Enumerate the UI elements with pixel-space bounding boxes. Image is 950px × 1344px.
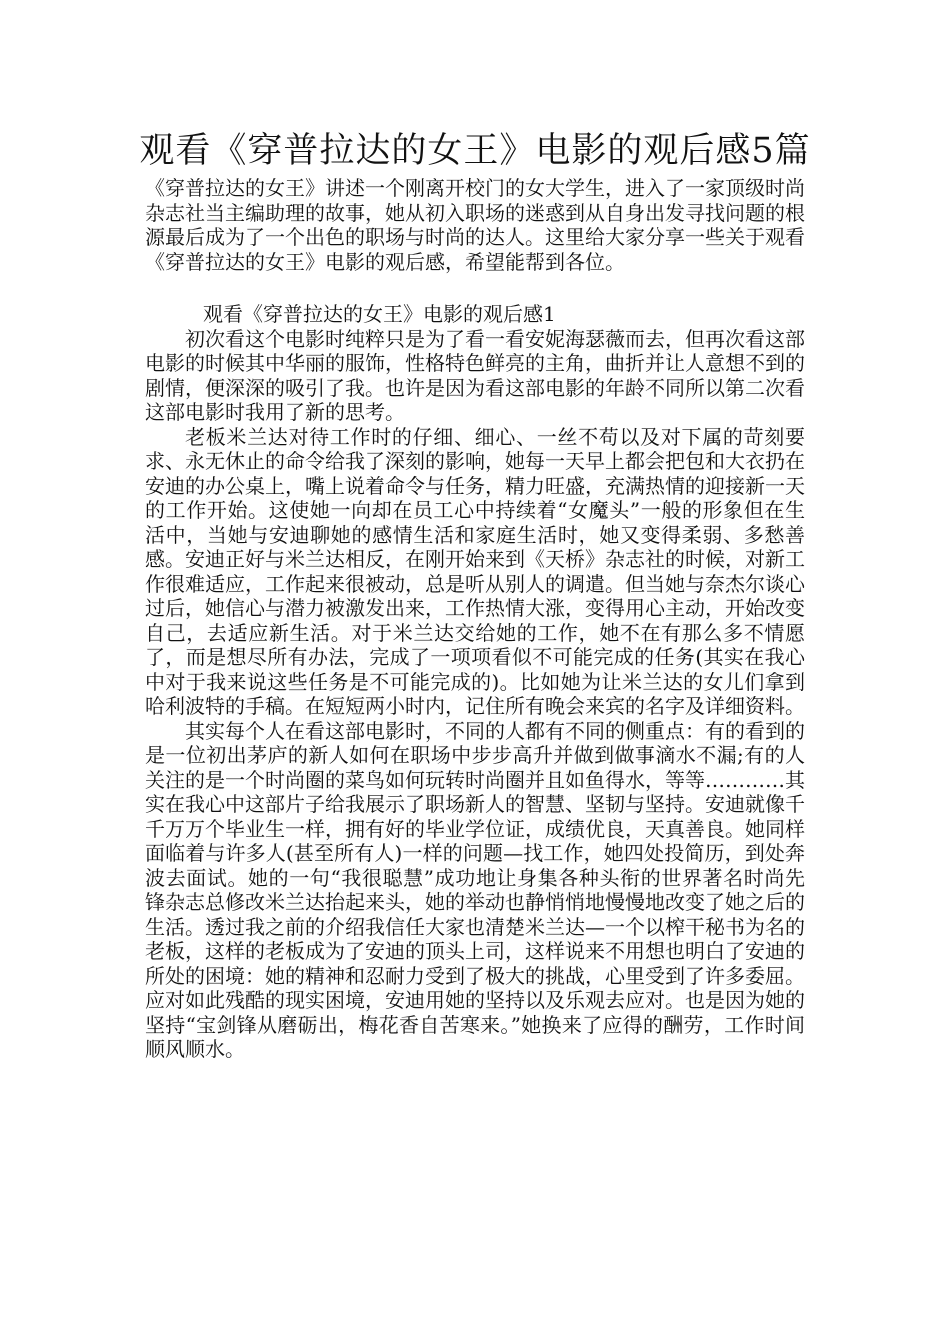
intro-paragraph: 《穿普拉达的女王》讲述一个刚离开校门的女大学生，进入了一家顶级时尚杂志社当主编助理的故事，她从初入职场的迷惑到从自身出发寻找问题的根源最后成为了一个出色的职场与时尚的达人。这里给大家分享一些关于观看《穿普拉达的女王》电影的观后感，希望能帮到各位。 bbox=[145, 176, 805, 274]
body-paragraph-3: 其实每个人在看这部电影时，不同的人都有不同的侧重点：有的看到的是一位初出茅庐的新人如何在职场中步步高升并做到做事滴水不漏;有的人关注的是一个时尚圈的菜鸟如何玩转时尚圈并且如鱼得水，等等…………其实在我心中这部片子给我展示了职场新人的智慧、坚韧与坚持。安迪就像千千万万个毕业生一样，拥有好的毕业学位证，成绩优良，天真善良。她同样面临着与许多人(甚至所有人)一样的问题—找工作，她四处投简历，到处奔波去面试。她的一句“我很聪慧”成功地让身集各种头衔的世界著名时尚先锋杂志总修改米兰达抬起来头，她的举动也静悄悄地慢慢地改变了她之后的生活。透过我之前的介绍我信任大家也清楚米兰达—一个以榨干秘书为名的老板，这样的老板成为了安迪的顶头上司，这样说来不用想也明白了安迪的所处的困境：她的精神和忍耐力受到了极大的挑战，心里受到了许多委屈。应对如此残酷的现实困境，安迪用她的坚持以及乐观去应对。也是因为她的坚持“宝剑锋从磨砺出，梅花香自苦寒来。”她换来了应得的酬劳，工作时间顺风顺水。 bbox=[145, 718, 805, 1061]
section-heading: 观看《穿普拉达的女王》电影的观后感1 bbox=[203, 302, 556, 326]
body-paragraph-1: 初次看这个电影时纯粹只是为了看一看安妮海瑟薇而去，但再次看这部电影的时候其中华丽的服饰，性格特色鲜亮的主角，曲折并让人意想不到的剧情，便深深的吸引了我。也许是因为看这部电影的年龄不同所以第二次看这部电影时我用了新的思考。 bbox=[145, 326, 805, 424]
blank-line bbox=[145, 274, 805, 302]
body-paragraph-2: 老板米兰达对待工作时的仔细、细心、一丝不苟以及对下属的苛刻要求、永无休止的命令给我了深刻的影响，她每一天早上都会把包和大衣扔在安迪的办公桌上，嘴上说着命令与任务，精力旺盛，充满热情的迎接新一天的工作开始。这使她一向却在员工心中持续着“女魔头”一般的形象但在生活中，当她与安迪聊她的感情生活和家庭生活时，她又变得柔弱、多愁善感。安迪正好与米兰达相反，在刚开始来到《天桥》杂志社的时候，对新工作很难适应，工作起来很被动，总是听从别人的调遣。但当她与奈杰尔谈心过后，她信心与潜力被激发出来，工作热情大涨，变得用心主动，开始改变自己，去适应新生活。对于米兰达交给她的工作，她不在有那么多不情愿了，而是想尽所有办法，完成了一项项看似不可能完成的任务(其实在我心中对于我来说这些任务是不可能完成的)。比如她为让米兰达的女儿们拿到哈利波特的手稿。在短短两小时内，记住所有晚会来宾的名字及详细资料。 bbox=[145, 424, 805, 718]
document-title: 观看《穿普拉达的女王》电影的观后感5篇 bbox=[139, 131, 811, 171]
document-page bbox=[139, 128, 811, 1062]
